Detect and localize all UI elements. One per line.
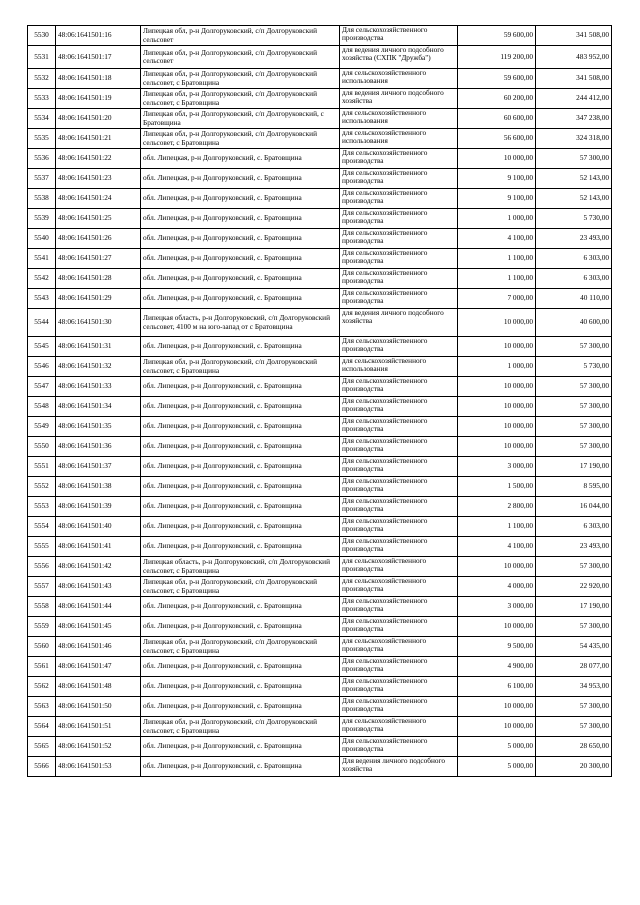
land-plots-table (27, 25, 612, 777)
address-cell: обл. Липецкая, р-н Долгоруковский, с. Братовщина (141, 269, 340, 289)
area-cell: 60 200,00 (458, 89, 536, 109)
table-row (28, 557, 612, 577)
address-cell: Липецкая обл, р-н Долгоруковский, с/п Долгоруковский сельсовет, с Братовщина (141, 129, 340, 149)
address-cell: Липецкая обл, р-н Долгоруковский, с/п Долгоруковский сельсовет, с Братовщина (141, 69, 340, 89)
area-cell: 10 000,00 (458, 309, 536, 337)
land-use-cell: для сельскохозяйственного производства (340, 557, 458, 577)
table-row (28, 249, 612, 269)
row-number-cell: 5537 (28, 169, 56, 189)
cadastral-number-cell: 48:06:1641501:17 (56, 46, 141, 69)
area-cell: 9 500,00 (458, 637, 536, 657)
table-row (28, 517, 612, 537)
area-cell: 56 600,00 (458, 129, 536, 149)
land-use-cell: Для сельскохозяйственного производства (340, 229, 458, 249)
address-cell: обл. Липецкая, р-н Долгоруковский, с. Братовщина (141, 757, 340, 777)
table-row (28, 109, 612, 129)
area-cell: 1 100,00 (458, 269, 536, 289)
area-cell: 10 000,00 (458, 377, 536, 397)
land-use-cell: Для сельскохозяйственного производства (340, 189, 458, 209)
cadastral-value-cell: 20 300,00 (536, 757, 612, 777)
address-cell: обл. Липецкая, р-н Долгоруковский, с. Братовщина (141, 537, 340, 557)
table-row (28, 129, 612, 149)
row-number-cell: 5536 (28, 149, 56, 169)
address-cell: обл. Липецкая, р-н Долгоруковский, с. Братовщина (141, 457, 340, 477)
cadastral-number-cell: 48:06:1641501:41 (56, 537, 141, 557)
address-cell: обл. Липецкая, р-н Долгоруковский, с. Братовщина (141, 517, 340, 537)
land-use-cell: Для сельскохозяйственного производства (340, 497, 458, 517)
land-use-cell: Для сельскохозяйственного производства (340, 26, 458, 46)
cadastral-value-cell: 6 303,00 (536, 517, 612, 537)
area-cell: 10 000,00 (458, 617, 536, 637)
land-use-cell: Для сельскохозяйственного производства (340, 337, 458, 357)
area-cell: 5 000,00 (458, 737, 536, 757)
row-number-cell: 5545 (28, 337, 56, 357)
land-use-cell: Для сельскохозяйственного производства (340, 537, 458, 557)
cadastral-value-cell: 34 953,00 (536, 677, 612, 697)
table-row (28, 26, 612, 46)
address-cell: Липецкая область, р-н Долгоруковский, с/п Долгоруковский сельсовет, 4100 м на юго-запад от с Братовщина (141, 309, 340, 337)
table-row (28, 397, 612, 417)
cadastral-value-cell: 57 300,00 (536, 397, 612, 417)
cadastral-value-cell: 57 300,00 (536, 337, 612, 357)
cadastral-number-cell: 48:06:1641501:21 (56, 129, 141, 149)
land-use-cell: Для сельскохозяйственного производства (340, 149, 458, 169)
cadastral-number-cell: 48:06:1641501:35 (56, 417, 141, 437)
cadastral-value-cell: 347 238,00 (536, 109, 612, 129)
table-row (28, 189, 612, 209)
address-cell: обл. Липецкая, р-н Долгоруковский, с. Братовщина (141, 377, 340, 397)
land-use-cell: для сельскохозяйственного производства (340, 717, 458, 737)
document-page (27, 25, 612, 777)
row-number-cell: 5565 (28, 737, 56, 757)
cadastral-number-cell: 48:06:1641501:25 (56, 209, 141, 229)
cadastral-value-cell: 40 110,00 (536, 289, 612, 309)
area-cell: 1 500,00 (458, 477, 536, 497)
cadastral-number-cell: 48:06:1641501:50 (56, 697, 141, 717)
cadastral-number-cell: 48:06:1641501:36 (56, 437, 141, 457)
cadastral-value-cell: 23 493,00 (536, 229, 612, 249)
address-cell: Липецкая обл, р-н Долгоруковский, с/п Долгоруковский сельсовет, с Братовщина (141, 717, 340, 737)
table-row (28, 737, 612, 757)
row-number-cell: 5546 (28, 357, 56, 377)
table-row (28, 597, 612, 617)
address-cell: обл. Липецкая, р-н Долгоруковский, с. Братовщина (141, 737, 340, 757)
area-cell: 59 600,00 (458, 26, 536, 46)
cadastral-number-cell: 48:06:1641501:30 (56, 309, 141, 337)
table-row (28, 337, 612, 357)
row-number-cell: 5544 (28, 309, 56, 337)
row-number-cell: 5553 (28, 497, 56, 517)
row-number-cell: 5534 (28, 109, 56, 129)
row-number-cell: 5551 (28, 457, 56, 477)
address-cell: Липецкая обл, р-н Долгоруковский, с/п Долгоруковский сельсовет (141, 46, 340, 69)
cadastral-value-cell: 17 190,00 (536, 457, 612, 477)
address-cell: Липецкая обл, р-н Долгоруковский, с/п Долгоруковский сельсовет (141, 26, 340, 46)
table-row (28, 89, 612, 109)
cadastral-number-cell: 48:06:1641501:47 (56, 657, 141, 677)
cadastral-value-cell: 6 303,00 (536, 249, 612, 269)
address-cell: обл. Липецкая, р-н Долгоруковский, с. Братовщина (141, 149, 340, 169)
area-cell: 119 200,00 (458, 46, 536, 69)
cadastral-value-cell: 57 300,00 (536, 697, 612, 717)
address-cell: обл. Липецкая, р-н Долгоруковский, с. Братовщина (141, 209, 340, 229)
table-row (28, 46, 612, 69)
cadastral-value-cell: 324 318,00 (536, 129, 612, 149)
area-cell: 10 000,00 (458, 717, 536, 737)
area-cell: 1 100,00 (458, 249, 536, 269)
land-use-cell: Для сельскохозяйственного производства (340, 477, 458, 497)
area-cell: 59 600,00 (458, 69, 536, 89)
cadastral-value-cell: 57 300,00 (536, 717, 612, 737)
area-cell: 9 100,00 (458, 169, 536, 189)
row-number-cell: 5542 (28, 269, 56, 289)
cadastral-value-cell: 244 412,00 (536, 89, 612, 109)
land-use-cell: для сельскохозяйственного использования (340, 69, 458, 89)
table-row (28, 697, 612, 717)
address-cell: обл. Липецкая, р-н Долгоруковский, с. Братовщина (141, 289, 340, 309)
area-cell: 4 000,00 (458, 577, 536, 597)
address-cell: обл. Липецкая, р-н Долгоруковский, с. Братовщина (141, 597, 340, 617)
address-cell: обл. Липецкая, р-н Долгоруковский, с. Братовщина (141, 169, 340, 189)
address-cell: обл. Липецкая, р-н Долгоруковский, с. Братовщина (141, 437, 340, 457)
table-row (28, 457, 612, 477)
land-use-cell: Для сельскохозяйственного производства (340, 417, 458, 437)
row-number-cell: 5558 (28, 597, 56, 617)
cadastral-value-cell: 57 300,00 (536, 417, 612, 437)
table-row (28, 309, 612, 337)
row-number-cell: 5539 (28, 209, 56, 229)
table-row (28, 417, 612, 437)
row-number-cell: 5531 (28, 46, 56, 69)
cadastral-number-cell: 48:06:1641501:31 (56, 337, 141, 357)
land-use-cell: Для сельскохозяйственного производства (340, 697, 458, 717)
table-row (28, 209, 612, 229)
table-row (28, 577, 612, 597)
land-use-cell: Для сельскохозяйственного производства (340, 169, 458, 189)
cadastral-value-cell: 16 044,00 (536, 497, 612, 517)
row-number-cell: 5552 (28, 477, 56, 497)
address-cell: Липецкая обл, р-н Долгоруковский, с/п Долгоруковский сельсовет, с Братовщина (141, 637, 340, 657)
land-use-cell: Для ведения личного подсобного хозяйства (340, 757, 458, 777)
address-cell: обл. Липецкая, р-н Долгоруковский, с. Братовщина (141, 337, 340, 357)
cadastral-value-cell: 22 920,00 (536, 577, 612, 597)
area-cell: 10 000,00 (458, 149, 536, 169)
area-cell: 2 800,00 (458, 497, 536, 517)
land-use-cell: для сельскохозяйственного использования (340, 109, 458, 129)
cadastral-number-cell: 48:06:1641501:19 (56, 89, 141, 109)
land-use-cell: Для сельскохозяйственного производства (340, 737, 458, 757)
row-number-cell: 5543 (28, 289, 56, 309)
cadastral-number-cell: 48:06:1641501:28 (56, 269, 141, 289)
table-row (28, 677, 612, 697)
cadastral-value-cell: 57 300,00 (536, 149, 612, 169)
table-row (28, 497, 612, 517)
table-row (28, 637, 612, 657)
table-row (28, 69, 612, 89)
address-cell: обл. Липецкая, р-н Долгоруковский, с. Братовщина (141, 477, 340, 497)
address-cell: Липецкая область, р-н Долгоруковский, с/п Долгоруковский сельсовет, с Братовщина (141, 557, 340, 577)
cadastral-value-cell: 28 650,00 (536, 737, 612, 757)
area-cell: 10 000,00 (458, 417, 536, 437)
cadastral-number-cell: 48:06:1641501:20 (56, 109, 141, 129)
cadastral-number-cell: 48:06:1641501:53 (56, 757, 141, 777)
table-row (28, 717, 612, 737)
land-use-cell: Для сельскохозяйственного производства (340, 397, 458, 417)
cadastral-number-cell: 48:06:1641501:16 (56, 26, 141, 46)
row-number-cell: 5548 (28, 397, 56, 417)
land-use-cell: Для сельскохозяйственного производства (340, 517, 458, 537)
land-use-cell: для сельскохозяйственного использования (340, 129, 458, 149)
address-cell: обл. Липецкая, р-н Долгоруковский, с. Братовщина (141, 417, 340, 437)
row-number-cell: 5533 (28, 89, 56, 109)
cadastral-value-cell: 57 300,00 (536, 617, 612, 637)
table-row (28, 657, 612, 677)
row-number-cell: 5556 (28, 557, 56, 577)
cadastral-value-cell: 5 730,00 (536, 209, 612, 229)
cadastral-value-cell: 40 600,00 (536, 309, 612, 337)
cadastral-value-cell: 23 493,00 (536, 537, 612, 557)
table-row (28, 377, 612, 397)
address-cell: обл. Липецкая, р-н Долгоруковский, с. Братовщина (141, 497, 340, 517)
land-use-cell: Для сельскохозяйственного производства (340, 657, 458, 677)
cadastral-value-cell: 17 190,00 (536, 597, 612, 617)
row-number-cell: 5541 (28, 249, 56, 269)
cadastral-value-cell: 57 300,00 (536, 437, 612, 457)
area-cell: 7 000,00 (458, 289, 536, 309)
cadastral-number-cell: 48:06:1641501:42 (56, 557, 141, 577)
area-cell: 4 900,00 (458, 657, 536, 677)
row-number-cell: 5535 (28, 129, 56, 149)
cadastral-number-cell: 48:06:1641501:24 (56, 189, 141, 209)
table-row (28, 757, 612, 777)
cadastral-number-cell: 48:06:1641501:27 (56, 249, 141, 269)
cadastral-number-cell: 48:06:1641501:45 (56, 617, 141, 637)
cadastral-number-cell: 48:06:1641501:52 (56, 737, 141, 757)
area-cell: 60 600,00 (458, 109, 536, 129)
row-number-cell: 5559 (28, 617, 56, 637)
area-cell: 10 000,00 (458, 697, 536, 717)
cadastral-value-cell: 28 077,00 (536, 657, 612, 677)
row-number-cell: 5564 (28, 717, 56, 737)
land-use-cell: Для сельскохозяйственного производства (340, 269, 458, 289)
cadastral-number-cell: 48:06:1641501:37 (56, 457, 141, 477)
cadastral-value-cell: 341 508,00 (536, 69, 612, 89)
address-cell: Липецкая обл, р-н Долгоруковский, с/п Долгоруковский сельсовет, с Братовщина (141, 89, 340, 109)
land-use-cell: для сельскохозяйственного производства (340, 577, 458, 597)
cadastral-number-cell: 48:06:1641501:43 (56, 577, 141, 597)
address-cell: обл. Липецкая, р-н Долгоруковский, с. Братовщина (141, 657, 340, 677)
row-number-cell: 5540 (28, 229, 56, 249)
cadastral-number-cell: 48:06:1641501:34 (56, 397, 141, 417)
area-cell: 9 100,00 (458, 189, 536, 209)
land-use-cell: Для сельскохозяйственного производства (340, 597, 458, 617)
cadastral-number-cell: 48:06:1641501:22 (56, 149, 141, 169)
table-row (28, 617, 612, 637)
table-row (28, 289, 612, 309)
land-use-cell: Для сельскохозяйственного производства (340, 617, 458, 637)
area-cell: 3 000,00 (458, 597, 536, 617)
cadastral-value-cell: 8 595,00 (536, 477, 612, 497)
address-cell: обл. Липецкая, р-н Долгоруковский, с. Братовщина (141, 229, 340, 249)
cadastral-number-cell: 48:06:1641501:23 (56, 169, 141, 189)
table-row (28, 537, 612, 557)
cadastral-value-cell: 6 303,00 (536, 269, 612, 289)
row-number-cell: 5532 (28, 69, 56, 89)
land-use-cell: для сельскохозяйственного использования (340, 357, 458, 377)
row-number-cell: 5538 (28, 189, 56, 209)
row-number-cell: 5563 (28, 697, 56, 717)
land-use-cell: Для сельскохозяйственного производства (340, 249, 458, 269)
cadastral-number-cell: 48:06:1641501:48 (56, 677, 141, 697)
cadastral-value-cell: 52 143,00 (536, 189, 612, 209)
area-cell: 6 100,00 (458, 677, 536, 697)
cadastral-value-cell: 54 435,00 (536, 637, 612, 657)
address-cell: обл. Липецкая, р-н Долгоруковский, с. Братовщина (141, 677, 340, 697)
cadastral-number-cell: 48:06:1641501:33 (56, 377, 141, 397)
cadastral-value-cell: 57 300,00 (536, 377, 612, 397)
cadastral-value-cell: 57 300,00 (536, 557, 612, 577)
address-cell: Липецкая обл, р-н Долгоруковский, с/п Долгоруковский сельсовет, с Братовщина (141, 357, 340, 377)
row-number-cell: 5555 (28, 537, 56, 557)
area-cell: 3 000,00 (458, 457, 536, 477)
table-row (28, 149, 612, 169)
address-cell: обл. Липецкая, р-н Долгоруковский, с. Братовщина (141, 189, 340, 209)
table-row (28, 169, 612, 189)
land-use-cell: для ведения личного подсобного хозяйства (СХПК "Дружба") (340, 46, 458, 69)
cadastral-number-cell: 48:06:1641501:29 (56, 289, 141, 309)
address-cell: обл. Липецкая, р-н Долгоруковский, с. Братовщина (141, 397, 340, 417)
table-row (28, 477, 612, 497)
land-use-cell: Для сельскохозяйственного производства (340, 437, 458, 457)
cadastral-value-cell: 5 730,00 (536, 357, 612, 377)
cadastral-value-cell: 341 508,00 (536, 26, 612, 46)
table-row (28, 269, 612, 289)
cadastral-number-cell: 48:06:1641501:44 (56, 597, 141, 617)
table-row (28, 357, 612, 377)
land-use-cell: для ведения личного подсобного хозяйства (340, 89, 458, 109)
cadastral-number-cell: 48:06:1641501:46 (56, 637, 141, 657)
area-cell: 10 000,00 (458, 337, 536, 357)
area-cell: 10 000,00 (458, 437, 536, 457)
row-number-cell: 5530 (28, 26, 56, 46)
row-number-cell: 5560 (28, 637, 56, 657)
row-number-cell: 5561 (28, 657, 56, 677)
land-use-cell: Для сельскохозяйственного производства (340, 289, 458, 309)
land-use-cell: для сельскохозяйственного производства (340, 637, 458, 657)
area-cell: 5 000,00 (458, 757, 536, 777)
address-cell: обл. Липецкая, р-н Долгоруковский, с. Братовщина (141, 697, 340, 717)
table-row (28, 229, 612, 249)
land-use-cell: Для сельскохозяйственного производства (340, 377, 458, 397)
row-number-cell: 5554 (28, 517, 56, 537)
row-number-cell: 5547 (28, 377, 56, 397)
area-cell: 1 100,00 (458, 517, 536, 537)
land-use-cell: Для сельскохозяйственного производства (340, 677, 458, 697)
cadastral-number-cell: 48:06:1641501:32 (56, 357, 141, 377)
row-number-cell: 5550 (28, 437, 56, 457)
cadastral-number-cell: 48:06:1641501:40 (56, 517, 141, 537)
cadastral-number-cell: 48:06:1641501:38 (56, 477, 141, 497)
area-cell: 1 000,00 (458, 357, 536, 377)
area-cell: 1 000,00 (458, 209, 536, 229)
address-cell: обл. Липецкая, р-н Долгоруковский, с. Братовщина (141, 617, 340, 637)
area-cell: 4 100,00 (458, 537, 536, 557)
cadastral-number-cell: 48:06:1641501:26 (56, 229, 141, 249)
area-cell: 10 000,00 (458, 397, 536, 417)
table-row (28, 437, 612, 457)
cadastral-value-cell: 52 143,00 (536, 169, 612, 189)
land-use-cell: Для сельскохозяйственного производства (340, 457, 458, 477)
area-cell: 4 100,00 (458, 229, 536, 249)
row-number-cell: 5562 (28, 677, 56, 697)
cadastral-value-cell: 483 952,00 (536, 46, 612, 69)
address-cell: обл. Липецкая, р-н Долгоруковский, с. Братовщина (141, 249, 340, 269)
row-number-cell: 5557 (28, 577, 56, 597)
row-number-cell: 5549 (28, 417, 56, 437)
row-number-cell: 5566 (28, 757, 56, 777)
address-cell: Липецкая обл, р-н Долгоруковский, с/п Долгоруковский сельсовет, с Братовщина (141, 577, 340, 597)
cadastral-number-cell: 48:06:1641501:51 (56, 717, 141, 737)
cadastral-number-cell: 48:06:1641501:39 (56, 497, 141, 517)
land-use-cell: для ведения личного подсобного хозяйства (340, 309, 458, 337)
address-cell: Липецкая обл, р-н Долгоруковский, с/п Долгоруковский, с Братовщина (141, 109, 340, 129)
land-use-cell: Для сельскохозяйственного производства (340, 209, 458, 229)
area-cell: 10 000,00 (458, 557, 536, 577)
cadastral-number-cell: 48:06:1641501:18 (56, 69, 141, 89)
